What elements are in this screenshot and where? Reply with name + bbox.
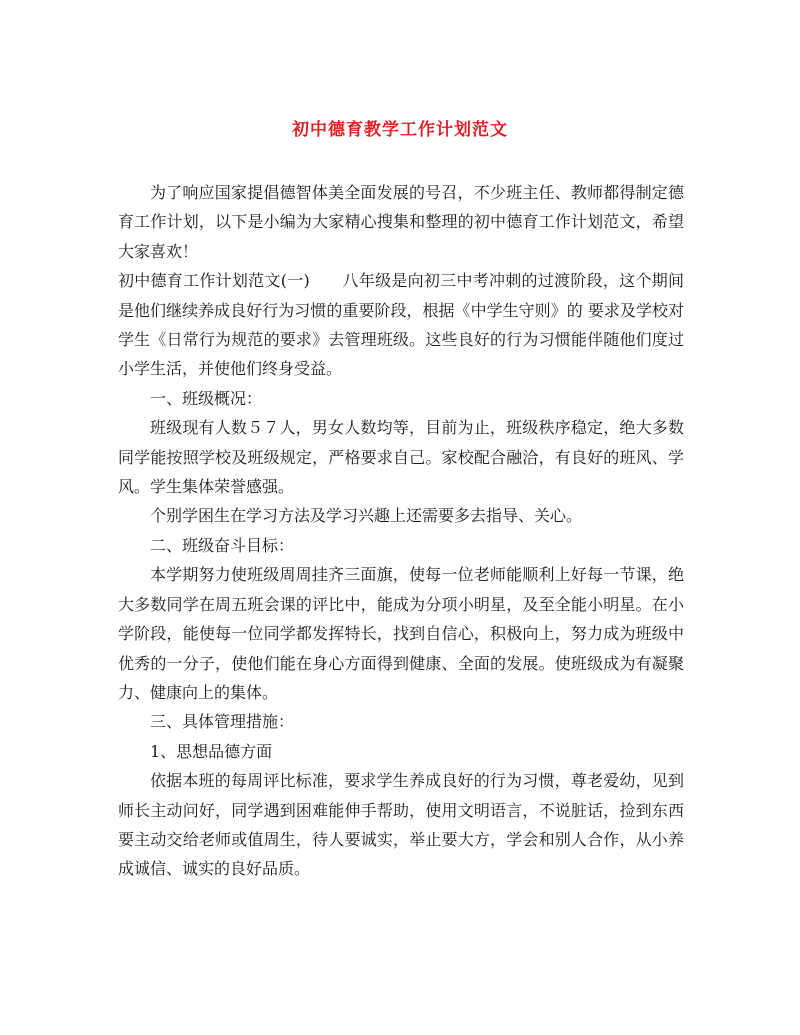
moral-education-paragraph: 依据本班的每周评比标准，要求学生养成良好的行为习惯，尊老爱幼，见到师长主动问好，同学遇到困难能伸手帮助，使用文明语言，不说脏话，捡到东西要主动交给老师或值周生，待人要诚实，举止要大方，学会和别人合作，从小养成诚信、诚实的良好品质。	[118, 771, 684, 879]
class-overview-paragraph: 班级现有人数５７人，男女人数均等，目前为止，班级秩序稳定，绝大多数同学能按照学校及班级规定，严格要求自己。家校配合融洽，有良好的班风、学风。学生集体荣誉感强。	[118, 418, 684, 497]
heading-moral-education: 1、思想品德方面	[150, 741, 273, 761]
heading-class-overview: 一、班级概况：	[150, 388, 263, 408]
document-title: 初中德育教学工作计划范文	[292, 120, 508, 140]
heading-class-goals: 二、班级奋斗目标：	[150, 535, 295, 555]
document-body	[118, 178, 684, 884]
intro-paragraph: 为了响应国家提倡德智体美全面发展的号召，不少班主任、教师都得制定德育工作计划，以下是小编为大家精心搜集和整理的初中德育工作计划范文，希望大家喜欢！	[118, 183, 684, 261]
section-intro-paragraph: 初中德育工作计划范文(一) 八年级是向初三中考冲刺的过渡阶段，这个期间是他们继续养成良好行为习惯的重要阶段，根据《中学生守则》的 要求及学校对学生《日常行为规范的要求》去管理班级。这些良好的行为习惯能伴随他们度过小学生活，并使他们终身受益。	[118, 271, 684, 379]
struggling-students-paragraph: 个别学困生在学习方法及学习兴趣上还需要多去指导、关心。	[150, 506, 583, 526]
heading-management-measures: 三、具体管理措施：	[150, 712, 295, 732]
class-goals-paragraph: 本学期努力使班级周周挂齐三面旗，使每一位老师能顺利上好每一节课，绝大多数同学在周五班会课的评比中，能成为分项小明星，及至全能小明星。在小学阶段，能使每一位同学都发挥特长，找到自信心，积极向上，努力成为班级中优秀的一分子，使他们能在身心方面得到健康、全面的发展。使班级成为有凝聚力、健康向上的集体。	[118, 565, 684, 702]
